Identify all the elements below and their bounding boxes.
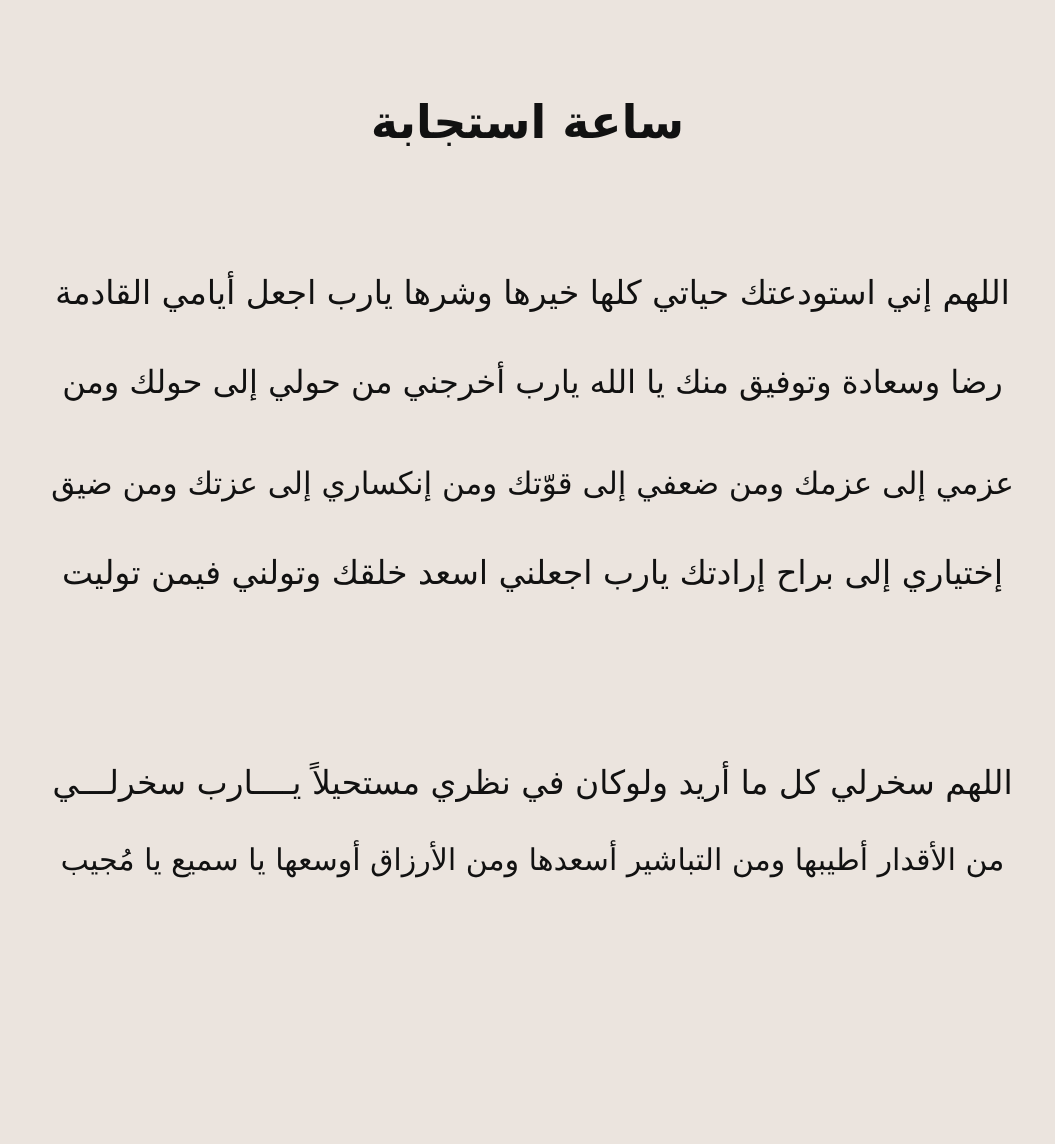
text-line: إختياري إلى براح إرادتك يارب اجعلني اسعد خلقك وتولني فيمن توليت xyxy=(61,553,1004,592)
text-line: اللهم سخرلي كل ما أريد ولوكان في نظري مستحيلاً يــــارب سخرلـــي xyxy=(52,763,1013,802)
text-line: رضا وسعادة وتوفيق منك يا الله يارب أخرجني من حولي إلى حولك ومن xyxy=(62,363,1003,401)
text-line: اللهم إني استودعتك حياتي كلها خيرها وشرها يارب اجعل أيامي القادمة xyxy=(55,273,1010,312)
text-line: عزمي إلى عزمك ومن ضعفي إلى قوّتك ومن إنكساري إلى عزتك ومن ضيق xyxy=(51,466,1014,502)
page-title: ساعة استجابة xyxy=(370,95,685,149)
text-line: من الأقدار أطيبها ومن التباشير أسعدها ومن الأرزاق أوسعها يا سميع يا مُجيب xyxy=(60,843,1005,878)
